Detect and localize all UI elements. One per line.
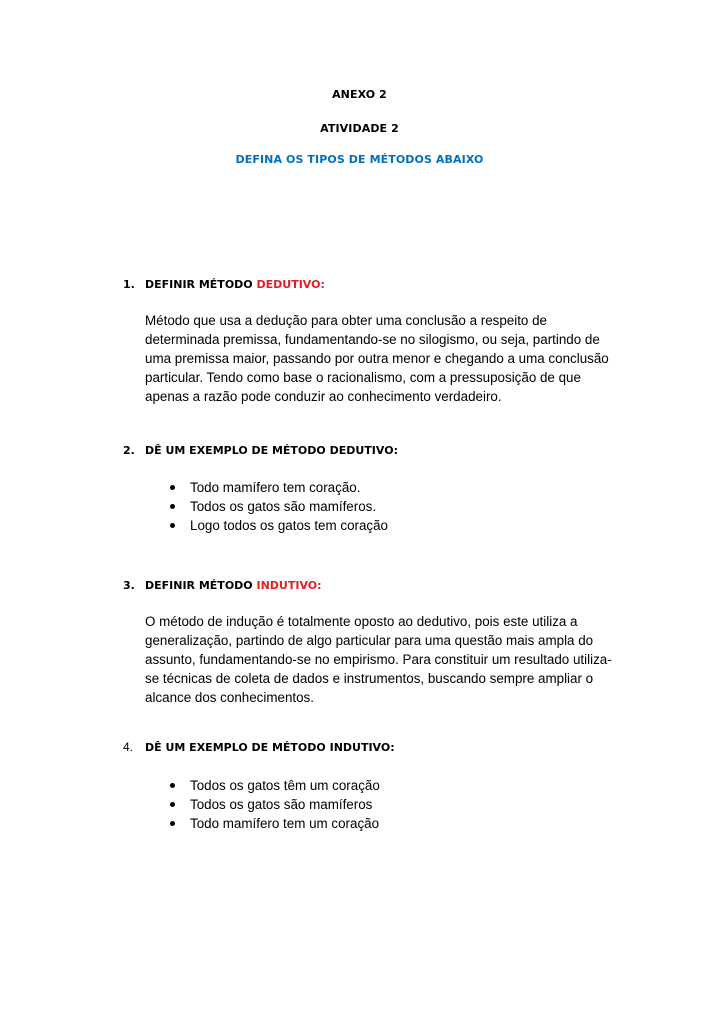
question-2-heading-text: DÊ UM EXEMPLO DE MÉTODO DEDUTIVO: — [145, 444, 398, 457]
question-4-number: 4. — [123, 740, 134, 754]
question-2-heading — [123, 444, 398, 457]
question-2-bullet-list — [165, 478, 388, 535]
list-item: Logo todos os gatos tem coração — [165, 516, 388, 535]
question-1-answer: Método que usa a dedução para obter uma conclusão a respeito de determinada premissa, fundamentando-se no silogismo, ou seja, partindo de uma premissa maior, passando por outra menor e chegando a uma conclusão particular. Tendo como base o racionalismo, com a pressuposição de que apenas a razão pode conduzir ao conhecimento verdadeiro. — [145, 313, 609, 404]
question-4-bullet-list — [165, 776, 380, 833]
list-item: Todo mamífero tem coração. — [165, 478, 388, 497]
list-item: Todos os gatos são mamíferos — [165, 795, 380, 814]
question-1-heading — [123, 278, 325, 291]
question-4-heading — [123, 740, 395, 754]
question-1-heading-highlight: DEDUTIVO: — [256, 278, 325, 291]
question-1-number: 1. — [123, 278, 135, 291]
list-item: Todos os gatos têm um coração — [165, 776, 380, 795]
question-3-heading-text: DEFINIR MÉTODO — [145, 579, 257, 592]
annex-title: ANEXO 2 — [332, 88, 387, 101]
list-item: Todos os gatos são mamíferos. — [165, 497, 388, 516]
question-4-heading-text: DÊ UM EXEMPLO DE MÉTODO INDUTIVO: — [145, 741, 395, 754]
question-3-heading — [123, 579, 322, 592]
list-item: Todo mamífero tem um coração — [165, 814, 380, 833]
question-3-answer: O método de indução é totalmente oposto ao dedutivo, pois este utiliza a generalização, partindo de algo particular para uma questão mais ampla do assunto, fundamentando-se no empirismo. Para constituir um resultado utiliza-se técnicas de coleta de dados e instrumentos, buscando sempre ampliar o alcance dos conhecimentos. — [145, 614, 612, 705]
question-3-number: 3. — [123, 579, 135, 592]
question-2-number: 2. — [123, 444, 135, 457]
activity-title: ATIVIDADE 2 — [320, 122, 399, 135]
question-3-heading-highlight: INDUTIVO: — [256, 579, 322, 592]
instruction-title: DEFINA OS TIPOS DE MÉTODOS ABAIXO — [235, 153, 484, 166]
question-1-heading-text: DEFINIR MÉTODO — [145, 278, 257, 291]
